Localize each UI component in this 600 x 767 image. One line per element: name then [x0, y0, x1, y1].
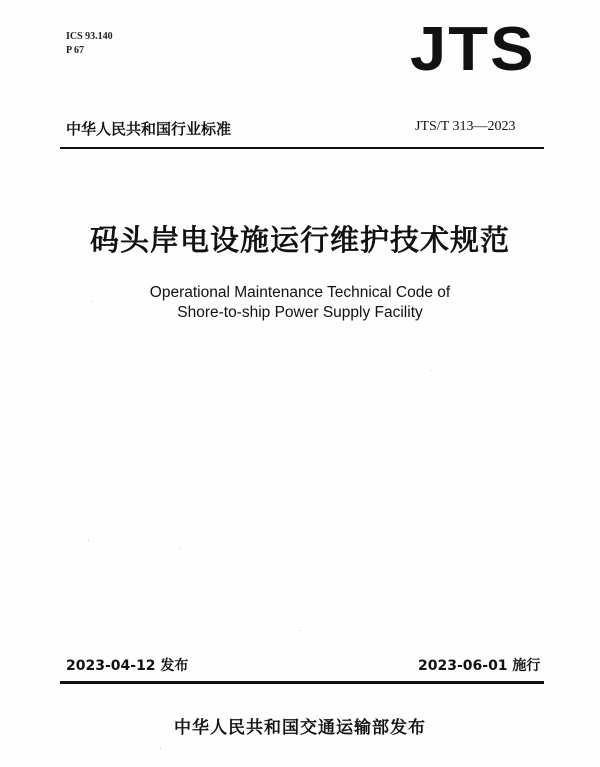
- top-divider: [60, 147, 544, 149]
- scan-speck: [88, 540, 89, 541]
- scan-speck: [300, 630, 301, 631]
- p-code: P 67: [66, 45, 85, 56]
- scan-speck: [160, 748, 161, 749]
- standard-number: JTS/T 313—2023: [415, 119, 516, 134]
- scan-speck: [92, 301, 93, 302]
- ics-code: ICS 93.140: [66, 31, 113, 42]
- issue-date: 2023-04-12 发布: [66, 658, 189, 674]
- jts-logo: JTS: [410, 15, 536, 84]
- classification-codes: [66, 30, 113, 58]
- title-english-line-2: Shore-to-ship Power Supply Facility: [177, 304, 423, 321]
- title-english-line-1: Operational Maintenance Technical Code of: [149, 284, 451, 301]
- title-chinese: 码头岸电设施运行维护技术规范: [89, 223, 510, 257]
- title-english: [0, 283, 600, 323]
- standard-type: 中华人民共和国行业标准: [66, 120, 232, 138]
- scan-speck: [430, 370, 431, 371]
- publisher: 中华人民共和国交通运输部发布: [174, 718, 426, 738]
- scan-speck: [180, 548, 181, 549]
- bottom-divider: [60, 681, 544, 684]
- implementation-date: 2023-06-01 施行: [418, 658, 541, 674]
